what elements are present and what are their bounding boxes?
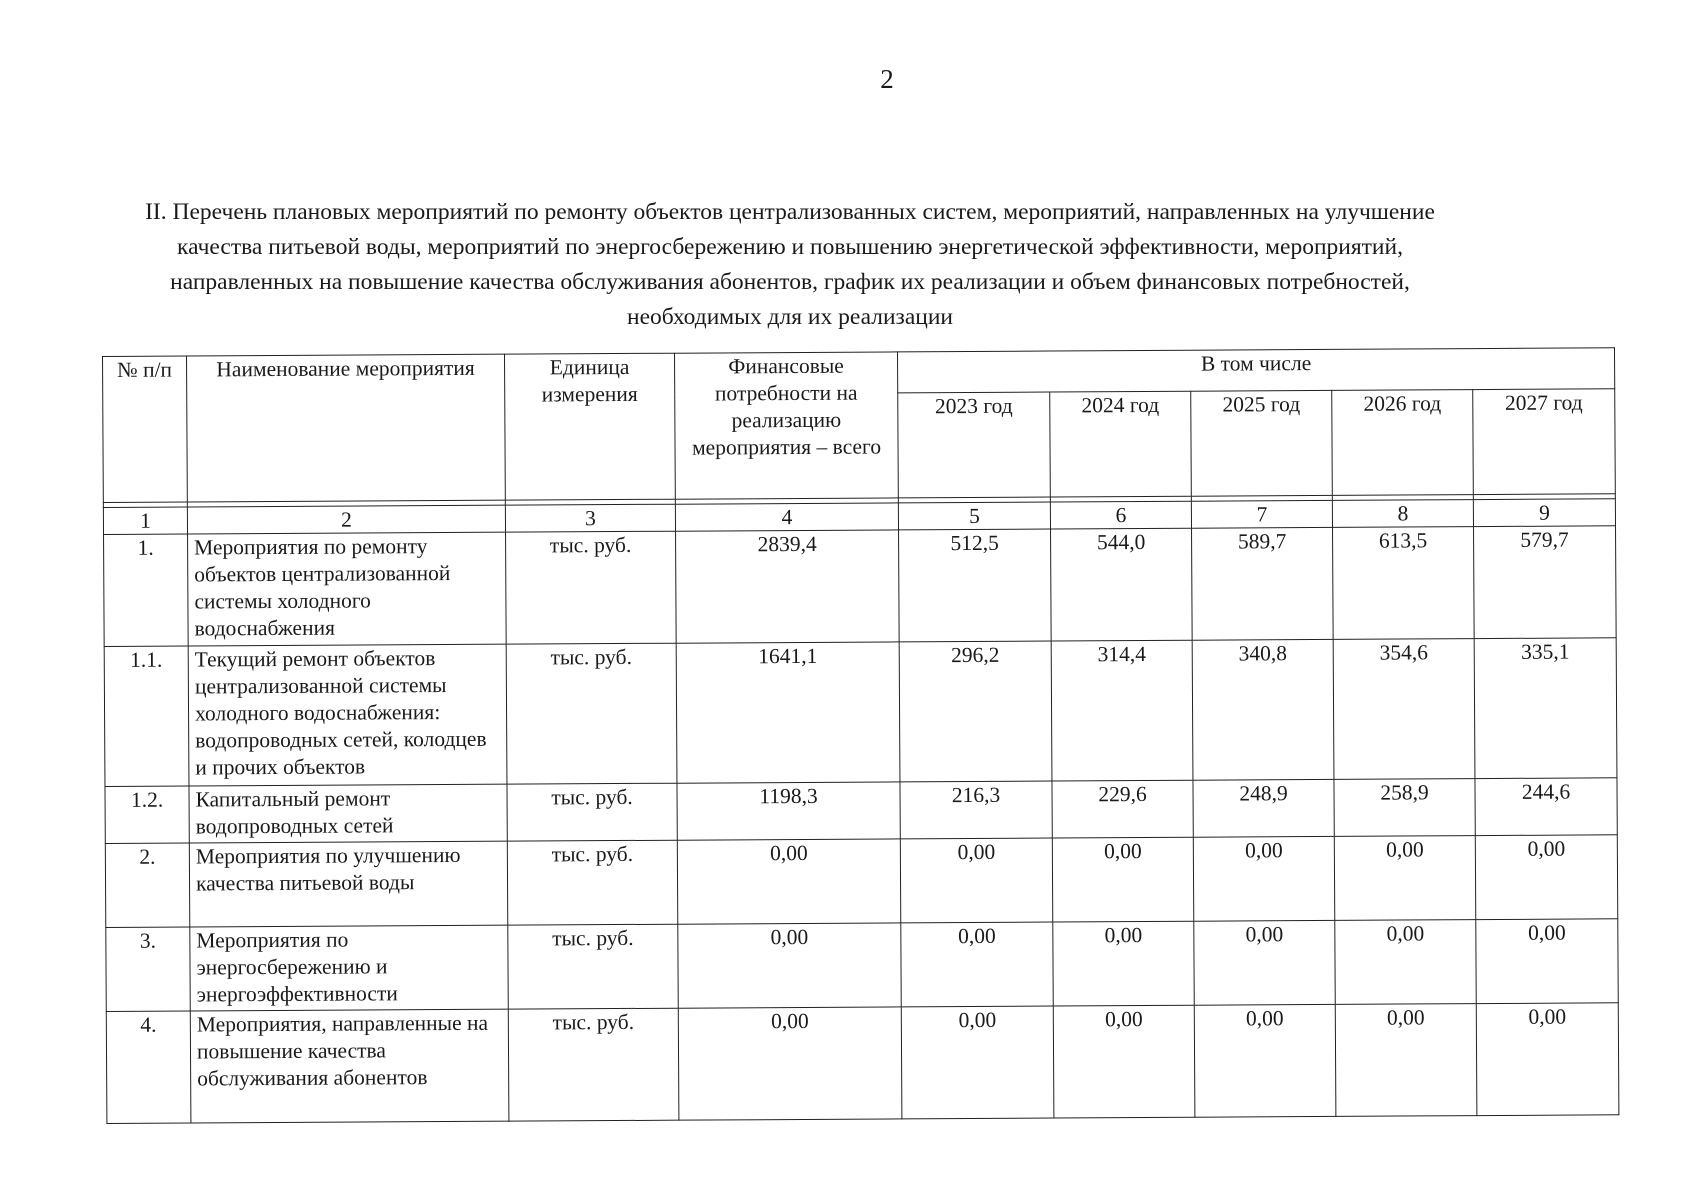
row-year-value: 613,5 [1333,527,1475,640]
row-unit: тыс. руб. [508,1008,679,1121]
header-year: 2027 год [1473,389,1616,495]
row-year-value: 314,4 [1051,640,1193,781]
row-year-value: 0,00 [1476,1003,1619,1116]
row-year-value: 248,9 [1193,779,1334,837]
header-name: Наименование мероприятия [187,354,506,502]
row-unit: тыс. руб. [506,531,677,644]
row-total: 1641,1 [676,642,900,783]
row-year-value: 0,00 [1053,921,1194,1006]
row-name: Мероприятия по энергосбережению и энергоэффективности [190,925,508,1011]
column-number: 5 [898,502,1050,530]
row-total: 1198,3 [677,782,900,840]
measures-table-container [102,347,1618,1124]
row-number: 1.2. [105,786,189,843]
row-year-value: 258,9 [1334,779,1475,837]
column-number: 4 [675,503,898,531]
column-number: 6 [1050,501,1191,529]
header-year: 2025 год [1191,390,1333,496]
header-year: 2023 год [898,392,1051,498]
row-unit: тыс. руб. [507,783,677,841]
row-total: 0,00 [678,1007,902,1120]
header-no: № п/п [103,356,188,502]
row-year-value: 0,00 [1193,836,1334,921]
row-year-value: 0,00 [1335,920,1476,1005]
row-year-value: 216,3 [900,781,1052,839]
row-year-value: 0,00 [1194,1004,1336,1117]
row-number: 3. [106,927,190,1011]
row-number: 2. [105,843,189,927]
row-year-value: 354,6 [1333,639,1475,780]
row-year-value: 544,0 [1051,528,1193,641]
row-year-value: 579,7 [1474,526,1617,639]
row-year-value: 0,00 [1475,835,1617,920]
header-year: 2026 год [1332,390,1474,496]
column-number: 8 [1332,500,1473,528]
row-year-value: 0,00 [1053,1005,1195,1118]
row-year-value: 340,8 [1192,639,1334,780]
row-year-value: 512,5 [899,529,1052,642]
row-unit: тыс. руб. [507,840,677,925]
measures-table [102,347,1619,1124]
row-name: Мероприятия, направленные на повышение качества обслуживания абонентов [190,1009,509,1123]
row-total: 0,00 [678,923,901,1008]
table-row [104,638,1617,787]
row-year-value: 0,00 [1476,919,1618,1004]
column-number: 1 [103,507,187,534]
page-number: 2 [880,64,894,94]
column-number: 9 [1473,499,1615,527]
row-year-value: 296,2 [899,641,1052,782]
header-year: 2024 год [1050,391,1192,497]
header-total: Финансовые потребности на реализацию мероприятия – всего [674,352,898,499]
row-unit: тыс. руб. [508,924,678,1009]
row-name: Текущий ремонт объектов централизованной системы холодного водоснабжения: водопроводных сетей, колодцев и прочих объектов [188,644,507,786]
table-row [106,919,1618,1012]
column-number: 2 [187,505,505,534]
row-name: Мероприятия по ремонту объектов централизованной системы холодного водоснабжения [188,532,507,646]
row-year-value: 0,00 [1194,920,1335,1005]
row-year-value: 0,00 [900,838,1052,923]
table-row [105,778,1617,844]
row-year-value: 0,00 [1334,836,1475,921]
row-year-value: 0,00 [1335,1004,1477,1117]
table-row [104,526,1617,647]
row-year-value: 0,00 [901,1006,1054,1119]
table-row [106,1003,1619,1124]
row-year-value: 229,6 [1052,780,1193,838]
row-total: 0,00 [677,839,900,924]
column-number: 3 [505,504,675,532]
column-number: 7 [1191,500,1332,528]
row-year-value: 589,7 [1192,527,1334,640]
row-year-value: 0,00 [1052,837,1193,922]
row-name: Капитальный ремонт водопроводных сетей [189,784,507,843]
header-including: В том числе [897,348,1614,393]
row-total: 2839,4 [676,530,900,643]
row-number: 1.1. [104,646,189,786]
row-unit: тыс. руб. [506,643,677,784]
row-year-value: 335,1 [1474,638,1617,779]
row-year-value: 0,00 [901,922,1053,1007]
header-unit: Единица измерения [504,353,675,500]
row-number: 1. [104,534,189,646]
table-row [105,835,1617,928]
section-title: II. Перечень плановых мероприятий по ремонту объектов централизованных систем, мероприятий, направленных на улучшение качества питьевой воды, мероприятий по энергосбережению и повышению энергетической эффективности, мероприятий, направленных на повышение качества обслуживания абонентов, график их реализации и объем финансовых потребностей, необходимых для их реализации [145,199,1435,330]
row-number: 4. [106,1011,191,1123]
row-year-value: 244,6 [1475,778,1617,836]
row-name: Мероприятия по улучшению качества питьевой воды [189,841,507,927]
